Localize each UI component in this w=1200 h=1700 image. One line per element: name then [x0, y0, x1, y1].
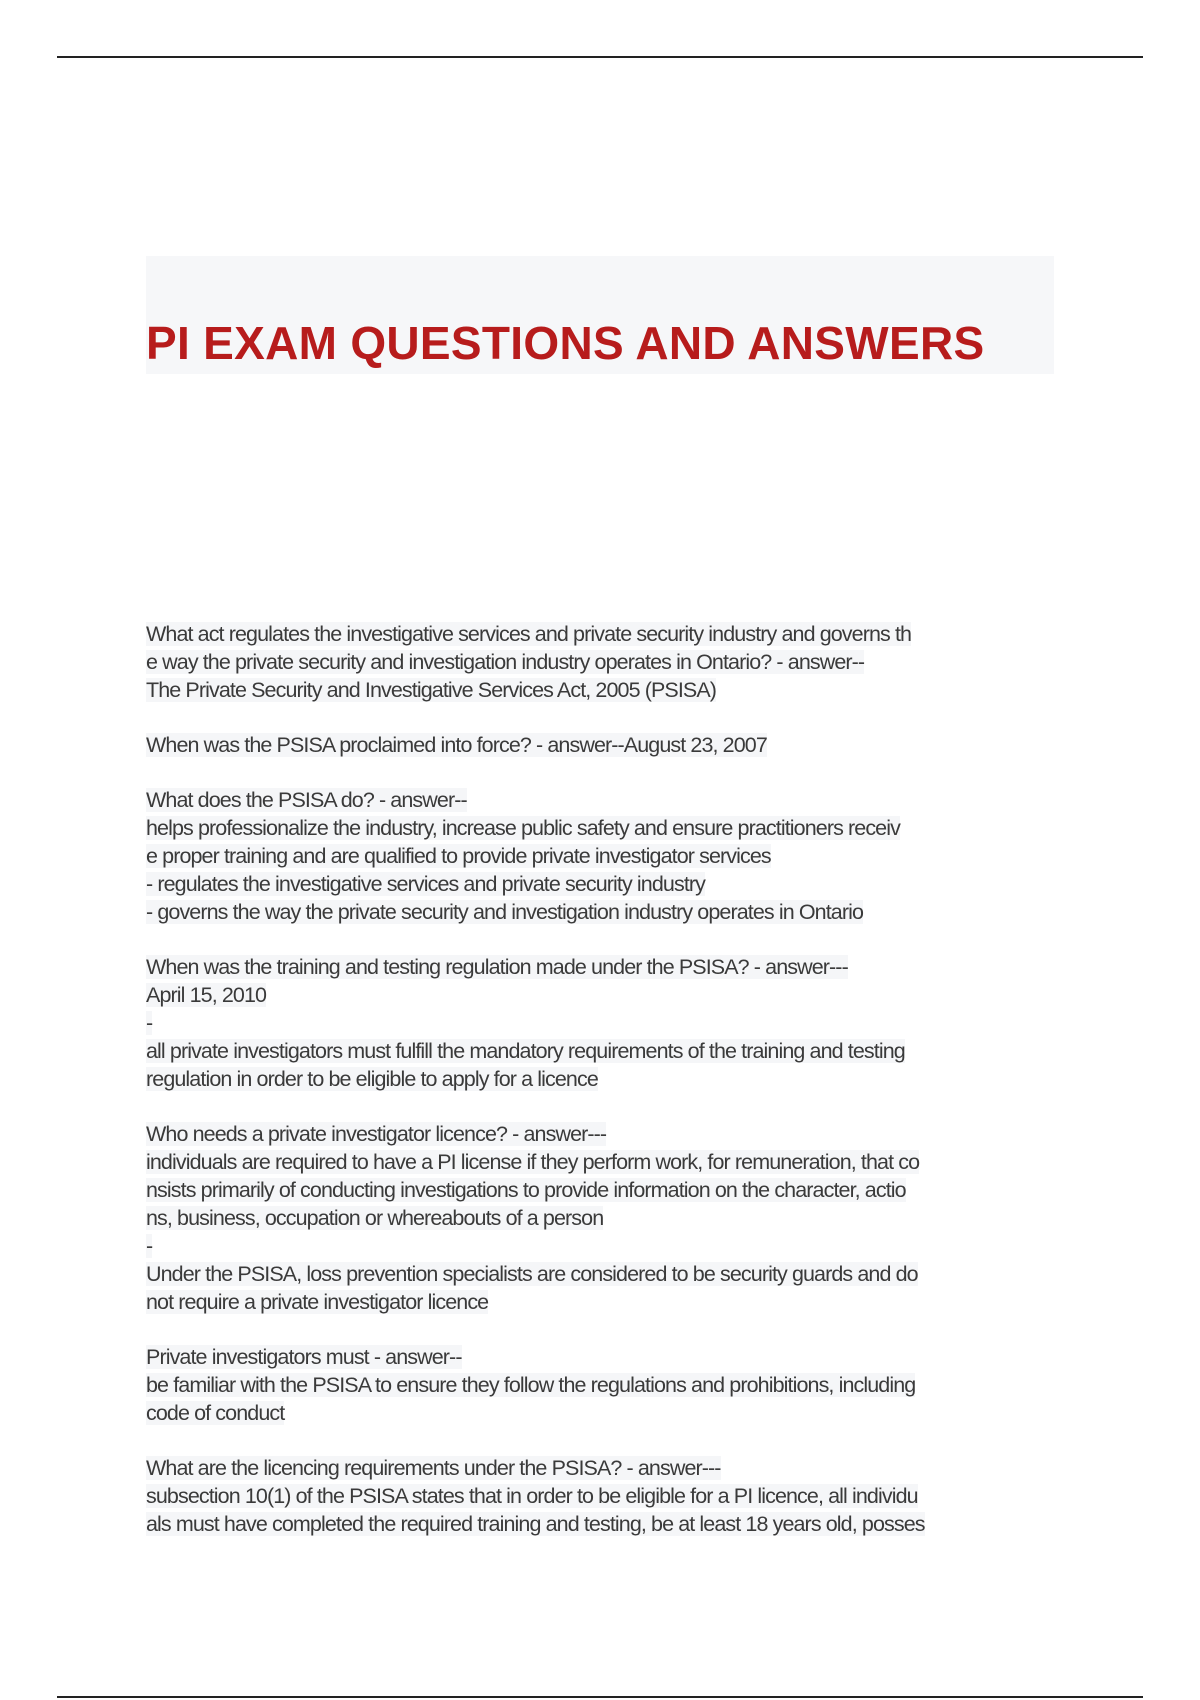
text-line: -: [146, 1011, 153, 1035]
text-line: April 15, 2010: [146, 983, 267, 1007]
text-line: ns, business, occupation or whereabouts of a person: [146, 1206, 604, 1230]
text-line: all private investigators must fulfill the mandatory requirements of the training and testing: [146, 1039, 905, 1063]
qa-block: [146, 1343, 1058, 1427]
text-line: Private investigators must - answer--: [146, 1345, 462, 1369]
text-line: -: [146, 1234, 153, 1258]
qa-block: [146, 731, 1058, 759]
text-line: What are the licencing requirements under the PSISA? - answer---: [146, 1456, 721, 1480]
text-line: What act regulates the investigative services and private security industry and governs th: [146, 622, 912, 646]
text-line: When was the training and testing regulation made under the PSISA? - answer---: [146, 955, 848, 979]
text-line: Who needs a private investigator licence? - answer---: [146, 1122, 607, 1146]
qa-block: [146, 620, 1058, 704]
text-line: nsists primarily of conducting investigations to provide information on the character, actio: [146, 1178, 906, 1202]
text-line: als must have completed the required training and testing, be at least 18 years old, posses: [146, 1512, 925, 1536]
text-line: individuals are required to have a PI license if they perform work, for remuneration, that co: [146, 1150, 920, 1174]
qa-block: [146, 953, 1058, 1093]
document-title: PI EXAM QUESTIONS AND ANSWERS: [146, 317, 985, 369]
top-rule: [57, 56, 1143, 58]
text-line: - governs the way the private security and investigation industry operates in Ontario: [146, 900, 864, 924]
text-line: not require a private investigator licence: [146, 1290, 489, 1314]
qa-block: [146, 786, 1058, 926]
text-line: subsection 10(1) of the PSISA states that in order to be eligible for a PI licence, all individu: [146, 1484, 918, 1508]
text-line: What does the PSISA do? - answer--: [146, 788, 467, 812]
text-line: helps professionalize the industry, increase public safety and ensure practitioners receiv: [146, 816, 900, 840]
text-line: When was the PSISA proclaimed into force? - answer--August 23, 2007: [146, 733, 767, 757]
qa-block: [146, 1120, 1058, 1316]
text-line: code of conduct: [146, 1401, 285, 1425]
text-line: regulation in order to be eligible to apply for a licence: [146, 1067, 598, 1091]
text-line: Under the PSISA, loss prevention specialists are considered to be security guards and do: [146, 1262, 918, 1286]
text-line: The Private Security and Investigative Services Act, 2005 (PSISA): [146, 678, 717, 702]
text-line: - regulates the investigative services and private security industry: [146, 872, 706, 896]
text-line: e way the private security and investigation industry operates in Ontario? - answer--: [146, 650, 865, 674]
qa-block: [146, 1454, 1058, 1538]
text-line: be familiar with the PSISA to ensure they follow the regulations and prohibitions, including: [146, 1373, 916, 1397]
bottom-rule: [57, 1696, 1143, 1698]
text-line: e proper training and are qualified to provide private investigator services: [146, 844, 771, 868]
qa-body: [146, 620, 1058, 1538]
